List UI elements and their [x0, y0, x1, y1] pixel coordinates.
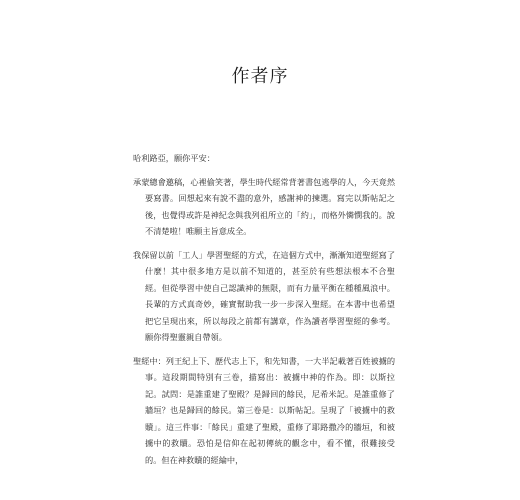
- paragraph-1: 承蒙總會邀稿，心裡偷笑著，學生時代經常背著書包逃學的人，今天竟然要寫書。回想起來有說不盡的意外，感謝神的揀選。寫完以斯帖記之後，也覺得或許是神紀念與我列祖所立的「約」，而格外憐憫我的。說不清楚啦！唯願主旨意成全。: [133, 176, 396, 236]
- page-title: 作者序: [231, 66, 289, 87]
- preface-body: [133, 150, 395, 475]
- paragraph-3: 聖經中：列王紀上下、歷代志上下，和先知書，一大半記載著百姓被擄的事。這段期間特別有三卷，描寫出：被擄中神的作為。即：以斯拉記。試問：是誰重建了聖殿？是歸回的餘民，尼希米記。是誰重修了牆垣？也是歸回的餘民。第三卷是：以斯帖記。呈現了「被擄中的救贖」。這三件事：「餘民」重建了聖殿，重修了耶路撒冷的牆垣，和被擄中的救贖。恐怕是信仰在起初傳統的觀念中，看不懂，很難接受的。但在神救贖的經綸中，: [133, 355, 396, 465]
- paragraph-2: 我保留以前「工人」學習聖經的方式，在這個方式中，漸漸知道聖經寫了什麼！其中很多地方是以前不知道的，甚至於有些想法根本不合聖經。但從學習中使自己認識神的無限，而有力量平衡在種種風浪中。長輩的方式真奇妙，確實幫助我一步一步深入聖經。在本書中也希望把它呈現出來，所以每段之前都有講章，作為讀者學習聖經的參考。願你得聖靈親自帶領。: [133, 249, 396, 342]
- greeting: 哈利路亞，願你平安：: [133, 153, 215, 163]
